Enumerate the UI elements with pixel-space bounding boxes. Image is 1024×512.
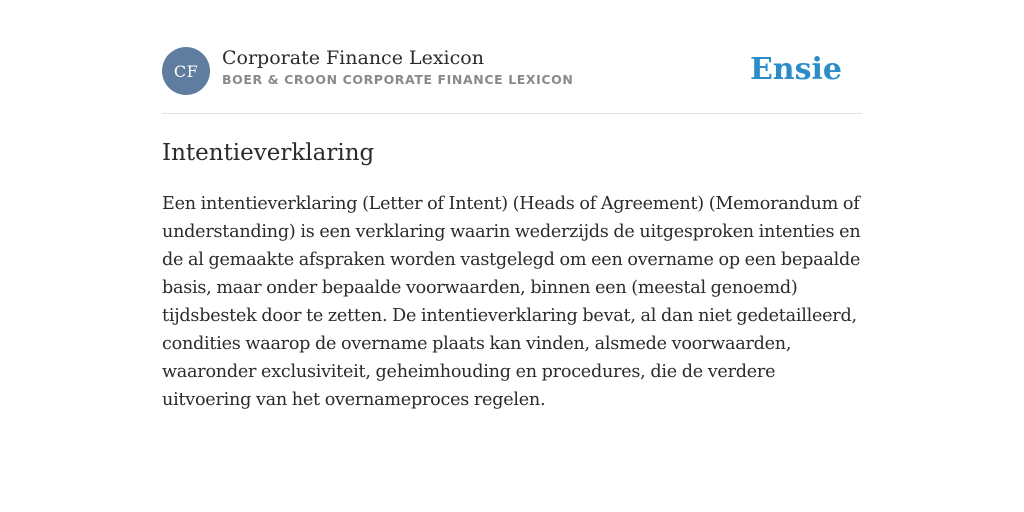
lexicon-subtitle: BOER & CROON CORPORATE FINANCE LEXICON	[222, 72, 574, 87]
lexicon-title-link[interactable]: Corporate Finance Lexicon	[222, 47, 484, 69]
lexicon-avatar[interactable]: CF	[162, 47, 210, 95]
lexicon-titles	[222, 46, 573, 87]
entry-definition: Een intentieverklaring (Letter of Intent) (Heads of Agreement) (Memorandum of understanding) is een verklaring waarin wederzijds de uitgesproken intenties en de al gemaakte afspraken worden vastgelegd om een overname op een bepaalde basis, maar onder bepaalde voorwaarden, binnen een (meestal genoemd) tijdsbestek door te zetten. De intentieverklaring bevat, al dan niet gedetailleerd, condities waarop de overname plaats kan vinden, alsmede voorwaarden, waaronder exclusiviteit, geheimhouding en procedures, die de verdere uitvoering van het overnameproces regelen.	[162, 194, 861, 410]
lexicon-card	[162, 40, 862, 432]
entry-term: Intentieverklaring	[162, 140, 375, 166]
lexicon-header	[162, 40, 862, 114]
ensie-logo[interactable]: Ensie	[749, 52, 842, 87]
